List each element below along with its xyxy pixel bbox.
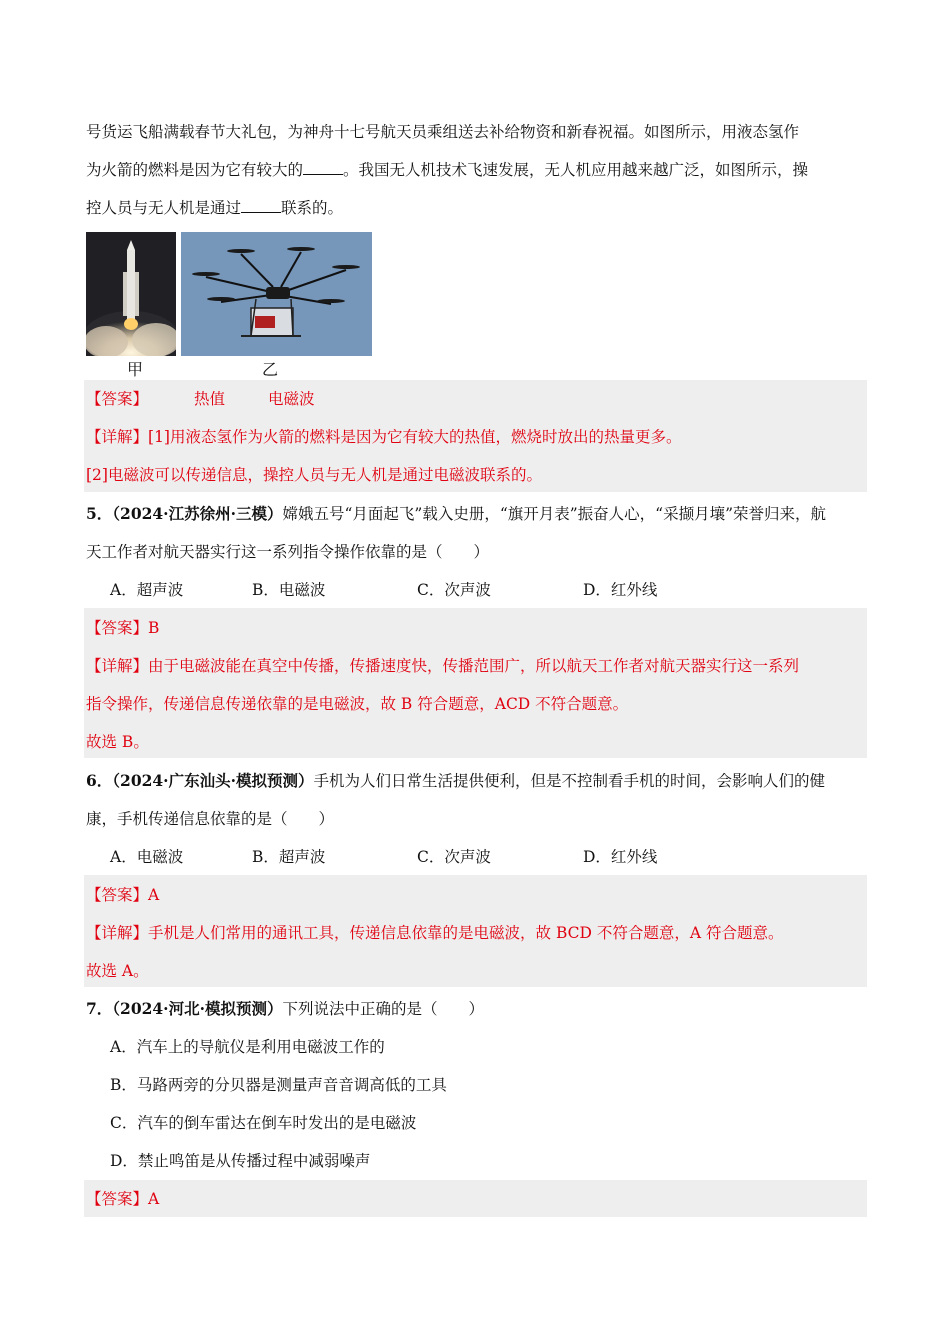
q5-conclusion: 故选 B。	[86, 733, 149, 751]
q6-option-d: D．红外线	[583, 848, 658, 866]
q6-stem-1: 手机为人们日常生活提供便利，但是不控制看手机的时间，会影响人们的健	[313, 772, 825, 790]
q7-number: 7．	[86, 999, 113, 1018]
drone-image	[181, 232, 372, 356]
q5-option-b: B．电磁波	[252, 581, 326, 599]
q6-conclusion: 故选 A。	[86, 962, 149, 980]
q5-number: 5．	[86, 504, 113, 523]
q6-option-c: C．次声波	[417, 848, 491, 866]
q5-answer-box	[84, 608, 867, 758]
q5-answer-line	[86, 618, 159, 638]
q4-answer-line	[86, 389, 315, 409]
q7-option-d: D．禁止鸣笛是从传播过程中减弱噪声	[110, 1152, 371, 1170]
intro-line-2	[86, 160, 808, 180]
q7-option-c: C．汽车的倒车雷达在倒车时发出的是电磁波	[110, 1114, 417, 1132]
q5-stem-line-1	[86, 504, 826, 524]
q5-answer: B	[148, 619, 160, 637]
q5-option-c: C．次声波	[417, 581, 491, 599]
q7-stem-line	[86, 999, 484, 1019]
q6-option-a: A．电磁波	[110, 848, 184, 866]
q7-answer: A	[148, 1190, 160, 1208]
q5-detail-label: 【详解】	[86, 657, 149, 675]
rocket-launch-image	[86, 232, 176, 356]
q5-option-a: A．超声波	[110, 581, 184, 599]
q6-detail-label: 【详解】	[86, 924, 149, 942]
q4-detail-line-2: [2]电磁波可以传递信息，操控人员与无人机是通过电磁波联系的。	[86, 466, 542, 484]
figure-caption-left: 甲	[127, 360, 144, 379]
q7-option-b: B．马路两旁的分贝器是测量声音音调高低的工具	[110, 1076, 447, 1094]
q6-answer-line	[86, 885, 159, 905]
q4-detail-1: [1]用液态氢作为火箭的燃料是因为它有较大的热值，燃烧时放出的热量更多。	[148, 428, 682, 446]
intro-line-2-a: 为火箭的燃料是因为它有较大的	[86, 161, 304, 179]
q5-stem-line-2: 天工作者对航天器实行这一系列指令操作依靠的是（ ）	[86, 543, 490, 561]
q6-option-b: B．超声波	[252, 848, 326, 866]
q6-detail-1: 手机是人们常用的通讯工具，传递信息依靠的是电磁波，故 BCD 不符合题意，A 符合题意。	[148, 924, 784, 942]
q6-stem-line-2: 康，手机传递信息依靠的是（ ）	[86, 810, 335, 828]
q6-answer-label: 【答案】	[86, 886, 149, 904]
q5-stem-1: 嫦娥五号“月面起飞”载入史册，“旗开月表”振奋人心，“采撷月壤”荣誉归来，航	[282, 505, 827, 523]
q5-detail-line-1	[86, 656, 799, 676]
q5-source: （2024·江苏徐州·三模）	[112, 504, 283, 523]
q7-answer-label: 【答案】	[86, 1190, 149, 1208]
q7-option-a: A．汽车上的导航仪是利用电磁波工作的	[110, 1038, 385, 1056]
q4-answer-2: 电磁波	[268, 390, 315, 408]
q4-answer-label: 【答案】	[86, 390, 149, 408]
intro-line-3	[86, 198, 343, 218]
q6-stem-line-1	[86, 771, 825, 791]
answer-blank-1	[303, 160, 343, 175]
q7-answer-line	[86, 1189, 159, 1209]
q6-source: （2024·广东汕头·模拟预测）	[112, 771, 314, 790]
q5-detail-1: 由于电磁波能在真空中传播，传播速度快，传播范围广，所以航天工作者对航天器实行这一系列	[148, 657, 800, 675]
q7-stem: 下列说法中正确的是（ ）	[282, 1000, 484, 1018]
intro-line-3-a: 控人员与无人机是通过	[86, 199, 242, 217]
q5-detail-line-2: 指令操作，传递信息传递依靠的是电磁波，故 B 符合题意，ACD 不符合题意。	[86, 695, 629, 713]
q7-answer-box	[84, 1180, 867, 1217]
q6-number: 6．	[86, 771, 113, 790]
answer-blank-2	[241, 198, 281, 213]
q6-answer: A	[148, 886, 160, 904]
q5-answer-label: 【答案】	[86, 619, 149, 637]
intro-line-3-b: 联系的。	[281, 199, 344, 217]
intro-line-2-b: 。我国无人机技术飞速发展，无人机应用越来越广泛，如图所示，操	[343, 161, 809, 179]
q4-detail-line-1	[86, 427, 681, 447]
q6-detail-line-1	[86, 923, 783, 943]
intro-line-1: 号货运飞船满载春节大礼包，为神舟十七号航天员乘组送去补给物资和新春祝福。如图所示，用液态氢作	[86, 123, 800, 141]
q4-detail-label: 【详解】	[86, 428, 149, 446]
figure-caption-right: 乙	[262, 360, 279, 379]
q5-option-d: D．红外线	[583, 581, 658, 599]
q4-answer-1: 热值	[194, 390, 226, 408]
q7-source: （2024·河北·模拟预测）	[112, 999, 283, 1018]
